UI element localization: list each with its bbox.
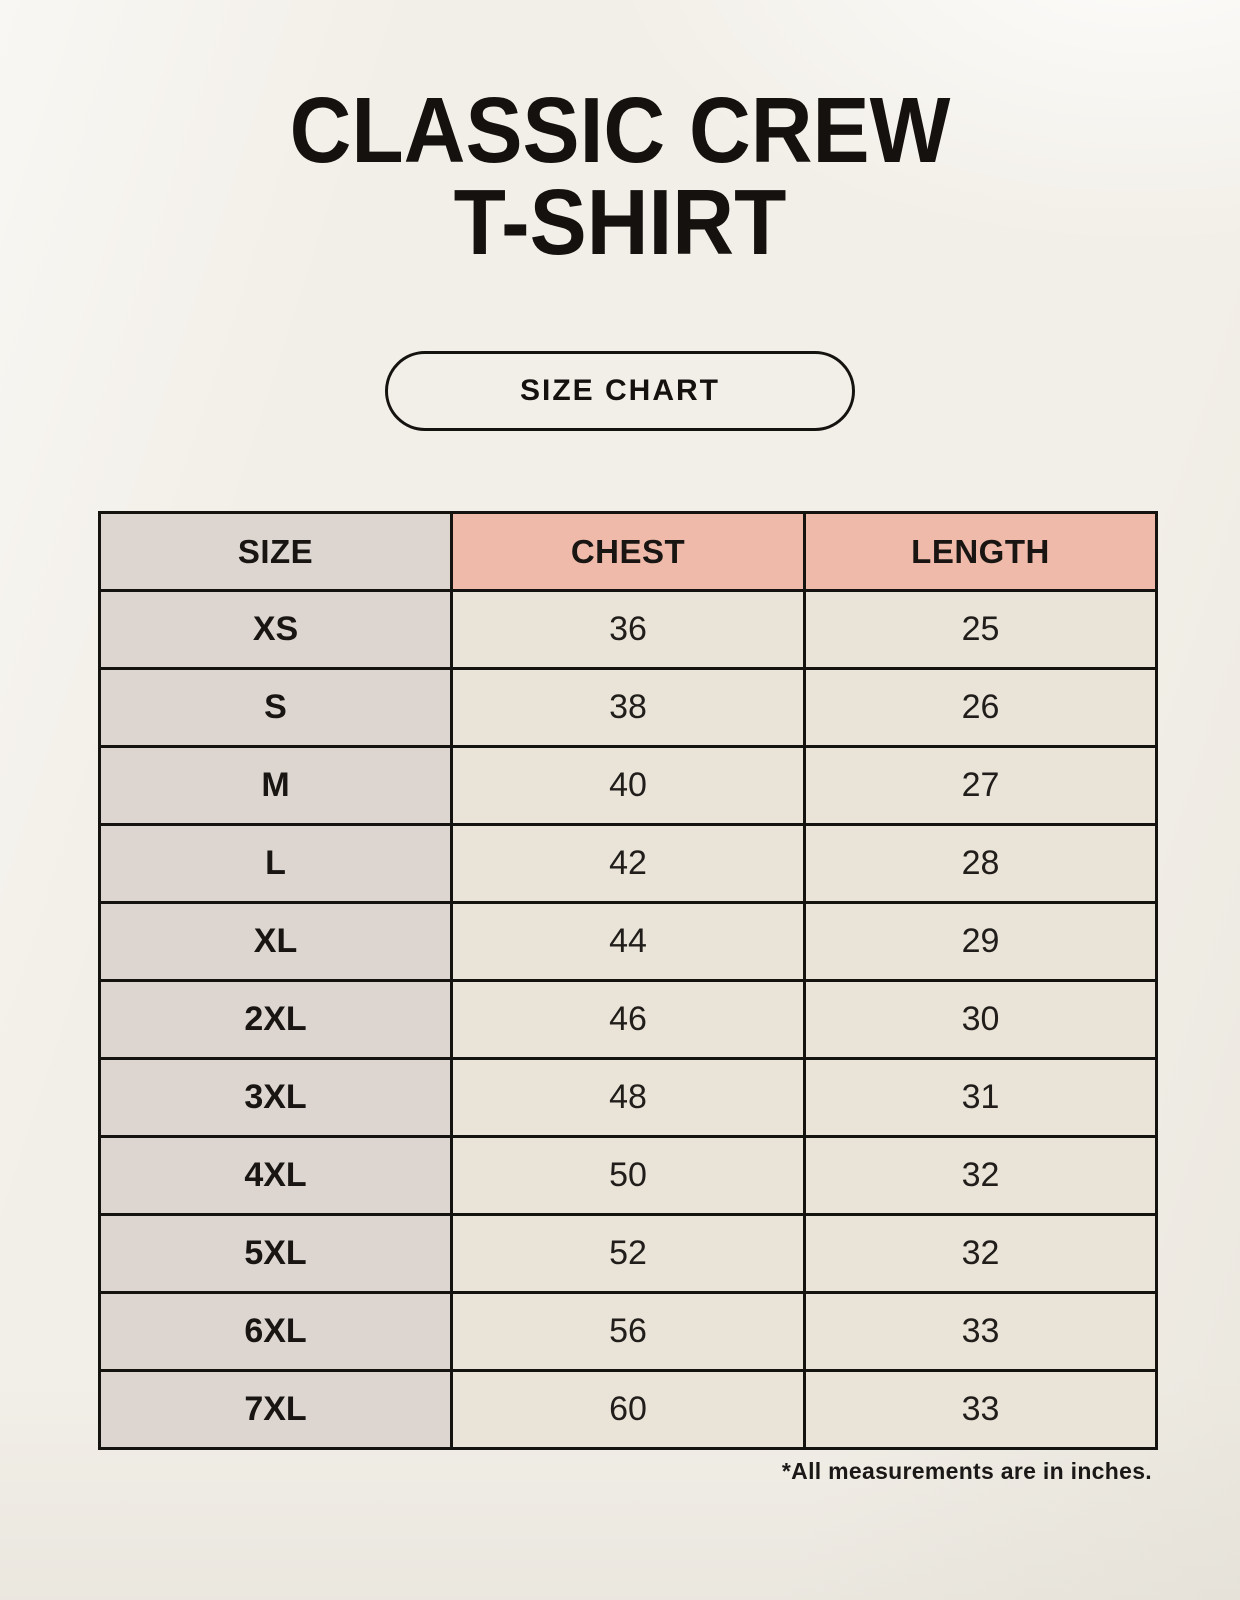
- size-cell: 4XL: [100, 1137, 452, 1215]
- size-cell: XS: [100, 591, 452, 669]
- length-cell: 33: [805, 1293, 1157, 1371]
- chest-cell: 40: [452, 747, 805, 825]
- length-cell: 28: [805, 825, 1157, 903]
- table-row: [100, 591, 1157, 669]
- chest-cell: 50: [452, 1137, 805, 1215]
- table-row: [100, 981, 1157, 1059]
- size-cell: 2XL: [100, 981, 452, 1059]
- table-row: [100, 669, 1157, 747]
- chest-cell: 52: [452, 1215, 805, 1293]
- page-title-line-2: T-SHIRT: [453, 170, 787, 274]
- table-row: [100, 825, 1157, 903]
- page-title: [50, 78, 1191, 274]
- length-cell: 29: [805, 903, 1157, 981]
- chest-cell: 38: [452, 669, 805, 747]
- size-chart-table: [98, 511, 1158, 1450]
- size-cell: S: [100, 669, 452, 747]
- column-header-size: SIZE: [100, 513, 452, 591]
- chest-cell: 56: [452, 1293, 805, 1371]
- table-row: [100, 903, 1157, 981]
- size-cell: L: [100, 825, 452, 903]
- length-cell: 27: [805, 747, 1157, 825]
- size-cell: 6XL: [100, 1293, 452, 1371]
- chest-cell: 60: [452, 1371, 805, 1449]
- measurements-footnote: *All measurements are in inches.: [781, 1458, 1152, 1484]
- chest-cell: 36: [452, 591, 805, 669]
- chest-cell: 48: [452, 1059, 805, 1137]
- table-row: [100, 1059, 1157, 1137]
- table-header-row: [100, 513, 1157, 591]
- size-chart-button-label: SIZE CHART: [520, 374, 720, 407]
- page-title-line-1: CLASSIC CREW: [289, 78, 951, 182]
- size-cell: 5XL: [100, 1215, 452, 1293]
- length-cell: 26: [805, 669, 1157, 747]
- table-row: [100, 1293, 1157, 1371]
- table-row: [100, 747, 1157, 825]
- length-cell: 32: [805, 1137, 1157, 1215]
- table-row: [100, 1215, 1157, 1293]
- column-header-length: LENGTH: [805, 513, 1157, 591]
- chest-cell: 44: [452, 903, 805, 981]
- chest-cell: 42: [452, 825, 805, 903]
- length-cell: 25: [805, 591, 1157, 669]
- size-cell: M: [100, 747, 452, 825]
- chest-cell: 46: [452, 981, 805, 1059]
- column-header-chest: CHEST: [452, 513, 805, 591]
- table-row: [100, 1137, 1157, 1215]
- size-chart-button[interactable]: [385, 351, 855, 431]
- table-row: [100, 1371, 1157, 1449]
- length-cell: 30: [805, 981, 1157, 1059]
- size-cell: 3XL: [100, 1059, 452, 1137]
- length-cell: 31: [805, 1059, 1157, 1137]
- size-cell: 7XL: [100, 1371, 452, 1449]
- length-cell: 32: [805, 1215, 1157, 1293]
- size-cell: XL: [100, 903, 452, 981]
- length-cell: 33: [805, 1371, 1157, 1449]
